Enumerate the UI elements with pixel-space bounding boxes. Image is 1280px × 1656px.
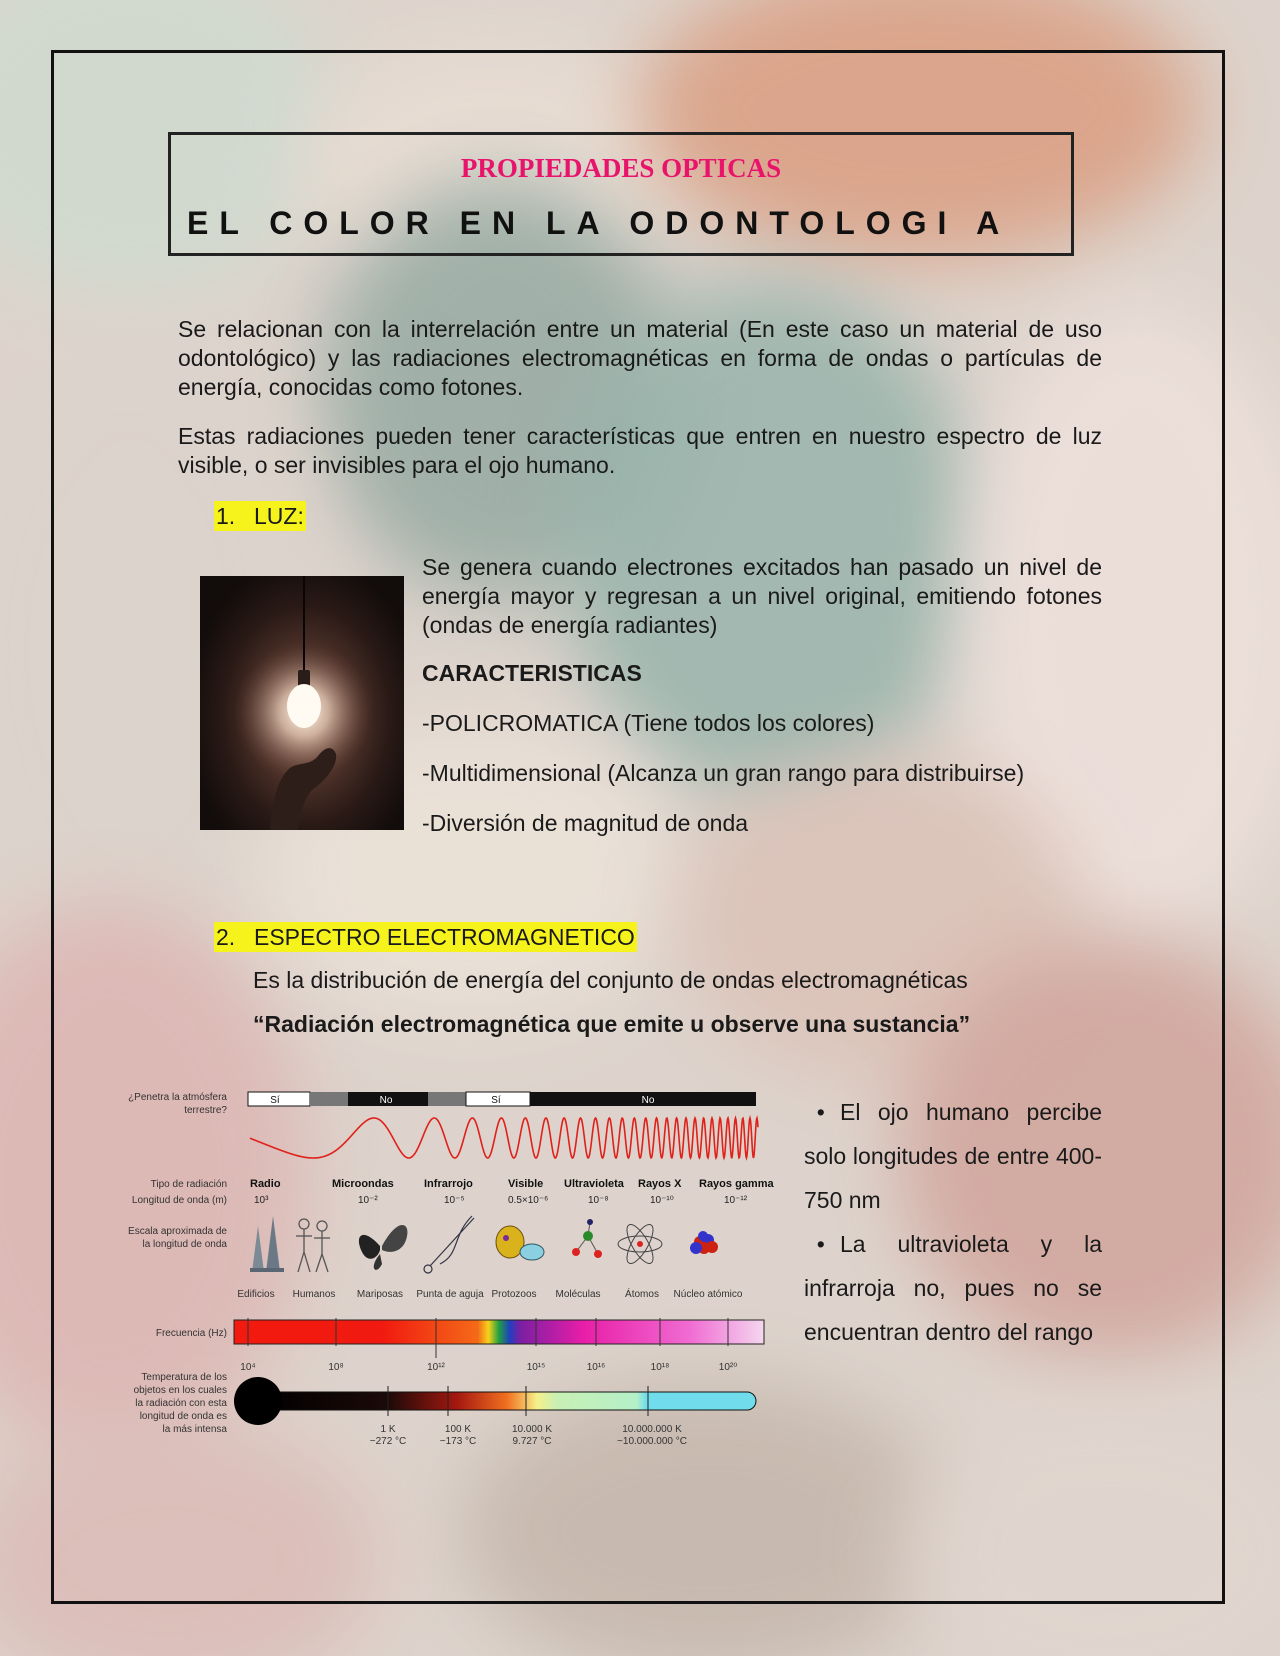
type-label: Infrarrojo [424,1178,473,1190]
temperature-kelvin: 100 K [444,1424,472,1435]
atmosphere-no-label: No [641,1095,655,1106]
bullet-dot-icon: • [804,1099,825,1125]
atmosphere-label-2: terrestre? [184,1105,227,1116]
temperature-label-1: Temperatura de los [141,1372,227,1383]
intro-paragraph-2: Estas radiaciones pueden tener características que entren en nuestro espectro de luz visible, o ser invisibles para el ojo humano. [178,423,1102,478]
object-label: Humanos [292,1289,336,1300]
section-1-heading [214,503,306,530]
page-title: EL COLOR EN LA ODONTOLOGI A [187,205,1011,241]
section-2-title: ESPECTRO ELECTROMAGNETICO [254,924,635,950]
characteristic-item: -Multidimensional (Alcanza un gran rango para distribuirse) [422,760,1025,786]
frequency-value: 10¹² [427,1362,445,1373]
temperature-celsius: 9.727 °C [512,1436,552,1447]
object-label: Mariposas [356,1289,404,1300]
frequency-value: 10⁸ [328,1362,344,1373]
frequency-value: 10¹⁵ [526,1362,546,1373]
bullet-item [804,1090,1102,1222]
bullet-text: El ojo humano percibe solo longitudes de entre 400-750 nm [804,1099,1102,1213]
wavelength-row-label: Longitud de onda (m) [131,1195,227,1206]
wavelength-value: 10⁻¹² [724,1195,748,1206]
object-label: Protozoos [491,1289,537,1300]
bullet-item [804,1222,1102,1354]
frequency-value: 10¹⁶ [586,1362,606,1373]
light-description: Se genera cuando electrones excitados han pasado un nivel de energía mayor y regresan a un nivel original, emitiendo fotones (ondas de energía radiantes) [422,554,1102,638]
temperature-labels [370,1424,687,1447]
characteristic-item: -POLICROMATICA (Tiene todos los colores) [422,710,875,736]
bullet-dot-icon: • [804,1231,825,1257]
temperature-label-3: la radiación con esta [135,1398,227,1409]
object-labels [237,1287,743,1300]
atmosphere-label-1: ¿Penetra la atmósfera [128,1092,227,1103]
temperature-kelvin: 1 K [380,1424,396,1435]
electromagnetic-spectrum-figure [100,1086,800,1456]
spectrum-quote: “Radiación electromagnética que emite u observe una sustancia” [253,1011,971,1037]
frequency-value: 10²⁰ [718,1362,738,1373]
frequency-value: 10⁴ [240,1362,256,1373]
spectrum-description: Es la distribución de energía del conjunto de ondas electromagnéticas [253,967,968,993]
object-label: Núcleo atómico [673,1289,743,1300]
type-row-label: Tipo de radiación [150,1179,227,1190]
temperature-kelvin: 10.000 K [511,1424,553,1435]
atmosphere-yes-label: Sí [270,1095,280,1106]
object-label: Edificios [237,1289,275,1300]
atomic-nucleus-icon [690,1231,718,1254]
atmosphere-yes-label: Sí [491,1095,501,1106]
frequency-labels [240,1362,737,1373]
type-label: Radio [250,1178,281,1190]
object-label: Punta de aguja [416,1289,484,1300]
scale-label-1: Escala aproximada de [128,1226,227,1237]
butterfly-icon [359,1225,408,1270]
wavelength-values [254,1195,748,1206]
frequency-bar [234,1320,764,1344]
bullet-text: La ultravioleta y la infrarroja no, pues no se encuentran dentro del rango [804,1231,1102,1345]
atmosphere-no-label: No [379,1095,393,1106]
type-label: Rayos gamma [699,1178,774,1190]
wavelength-value: 0.5×10⁻⁶ [508,1195,549,1206]
radiation-types [250,1178,774,1190]
humans-icon [296,1219,330,1272]
characteristic-item: -Diversión de magnitud de onda [422,810,749,836]
object-label: Átomos [625,1289,659,1300]
type-label: Microondas [332,1178,394,1190]
light-bulb-image [200,576,404,830]
frequency-row-label: Frecuencia (Hz) [155,1328,227,1339]
wavelength-value: 10⁻¹⁰ [650,1195,674,1206]
frequency-value: 10¹⁸ [650,1362,670,1373]
protozoa-icon [496,1226,544,1260]
section-2-heading [214,924,637,951]
title-box [168,132,1074,256]
molecules-icon [572,1219,602,1258]
intro-paragraph-1: Se relacionan con la interrelación entre un material (En este caso un material de uso odontológico) y las radiaciones electromagnéticas en forma de ondas o partículas de energía, conocidas como fotones. [178,316,1102,400]
type-label: Rayos X [638,1178,682,1190]
wavelength-value: 10⁻² [358,1195,378,1206]
scale-label-2: la longitud de onda [142,1239,227,1250]
temperature-label-2: objetos en los cuales [133,1385,227,1396]
wavelength-value: 10⁻⁸ [588,1195,609,1206]
temperature-kelvin: 10.000.000 K [622,1424,682,1435]
buildings-icon [250,1216,284,1272]
section-1-title: LUZ: [254,503,304,529]
wavelength-value: 10⁻⁵ [444,1195,465,1206]
section-2-number: 2. [216,924,236,950]
wavelength-value: 10³ [254,1195,269,1206]
temperature-celsius: −173 °C [439,1436,477,1447]
temperature-label-5: la más intensa [162,1424,227,1435]
temperature-thermometer [234,1377,756,1425]
atmosphere-bar [248,1092,756,1106]
type-label: Visible [508,1178,544,1190]
section-1-number: 1. [216,503,236,529]
spectrum-svg [100,1086,800,1456]
temperature-celsius: ~10.000.000 °C [617,1436,687,1447]
needle-tip-icon [424,1216,474,1273]
atom-icon [618,1221,662,1267]
wave-line [250,1118,758,1158]
temperature-label-4: longitud de onda es [139,1411,227,1422]
temperature-celsius: −272 °C [369,1436,407,1447]
type-label: Ultravioleta [564,1178,624,1190]
object-label: Moléculas [555,1289,601,1300]
characteristics-title: CARACTERISTICAS [422,660,642,686]
page-subtitle: PROPIEDADES OPTICAS [460,153,782,183]
